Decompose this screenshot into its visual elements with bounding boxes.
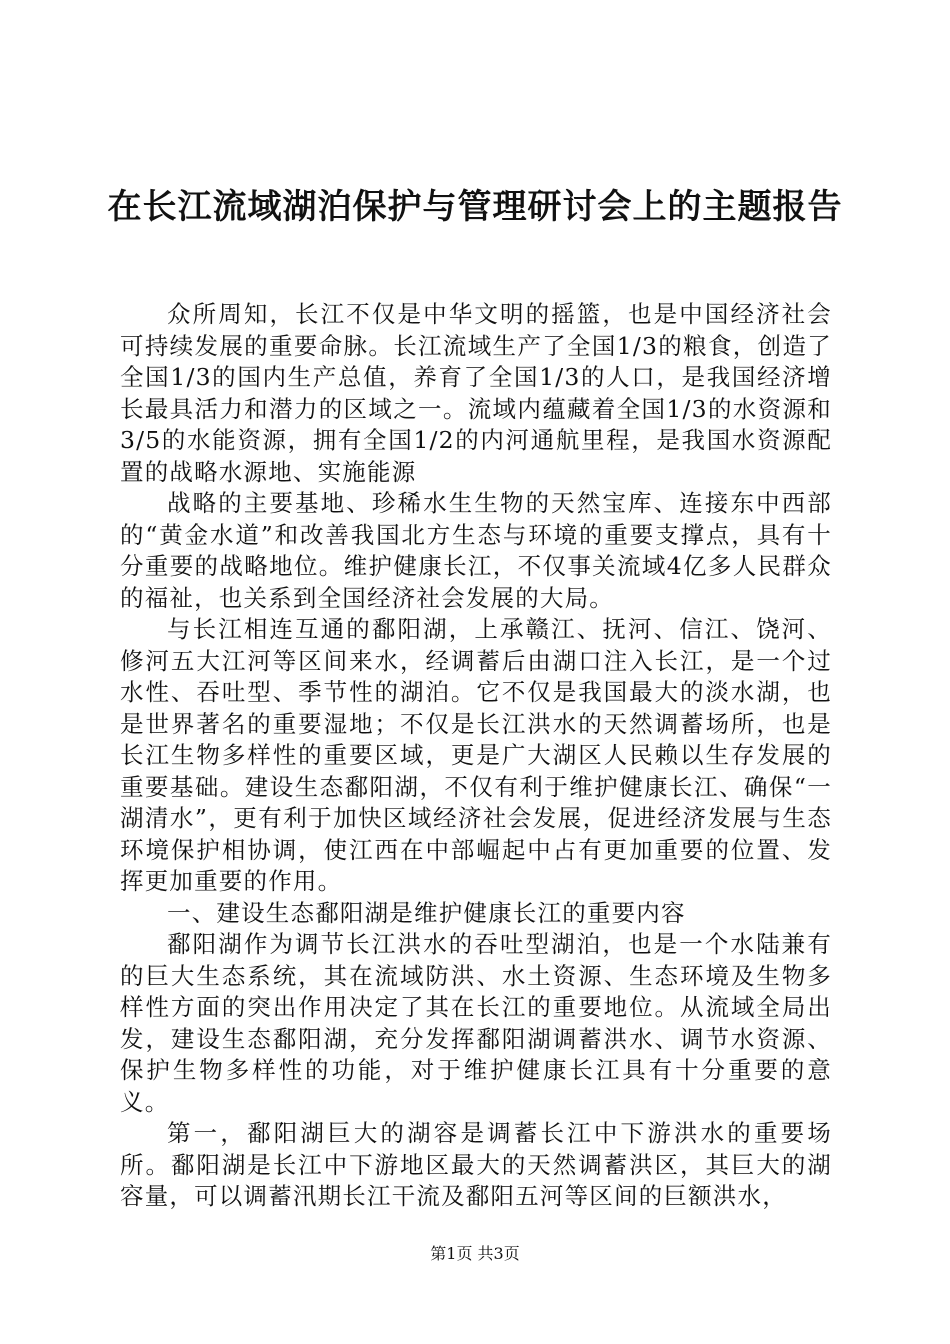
document-title: 在长江流域湖泊保护与管理研讨会上的主题报告 — [107, 187, 843, 227]
paragraph: 鄱阳湖作为调节长江洪水的吞吐型湖泊，也是一个水陆兼有的巨大生态系统，其在流域防洪、水土资源、生态环境及生物多样性方面的突出作用决定了其在长江的重要地位。从流域全局出发，建设生态鄱阳湖，充分发挥鄱阳湖调蓄洪水、调节水资源、保护生物多样性的功能，对于维护健康长江具有十分重要的意义。 — [120, 930, 832, 1116]
paragraph: 与长江相连互通的鄱阳湖，上承赣江、抚河、信江、饶河、修河五大江河等区间来水，经调蓄后由湖口注入长江，是一个过水性、吞吐型、季节性的湖泊。它不仅是我国最大的淡水湖，也是世界著名的重要湿地；不仅是长江洪水的天然调蓄场所，也是长江生物多样性的重要区域，更是广大湖区人民赖以生存发展的重要基础。建设生态鄱阳湖，不仅有利于维护健康长江、确保“一湖清水”，更有利于加快区域经济社会发展，促进经济发展与生态环境保护相协调，使江西在中部崛起中占有更加重要的位置、发挥更加重要的作用。 — [120, 615, 832, 895]
section-heading: 一、建设生态鄱阳湖是维护健康长江的重要内容 — [167, 898, 686, 927]
paragraph: 众所周知，长江不仅是中华文明的摇篮，也是中国经济社会可持续发展的重要命脉。长江流域生产了全国1/3的粮食，创造了全国1/3的国内生产总值，养育了全国1/3的人口，是我国经济增长最具活力和潜力的区域之一。流域内蕴藏着全国1/3的水资源和3/5的水能资源，拥有全国1/2的内河通航里程，是我国水资源配置的战略水源地、实施能源 — [120, 300, 832, 486]
page-number-footer: 第1页 共3页 — [430, 1244, 520, 1263]
paragraph: 战略的主要基地、珍稀水生生物的天然宝库、连接东中西部的“黄金水道”和改善我国北方生态与环境的重要支撑点，具有十分重要的战略地位。维护健康长江，不仅事关流域4亿多人民群众的福祉，也关系到全国经济社会发展的大局。 — [120, 489, 832, 612]
document-body — [120, 299, 832, 1213]
paragraph: 第一，鄱阳湖巨大的湖容是调蓄长江中下游洪水的重要场所。鄱阳湖是长江中下游地区最大的天然调蓄洪区，其巨大的湖容量，可以调蓄汛期长江干流及鄱阳五河等区间的巨额洪水， — [120, 1119, 832, 1210]
